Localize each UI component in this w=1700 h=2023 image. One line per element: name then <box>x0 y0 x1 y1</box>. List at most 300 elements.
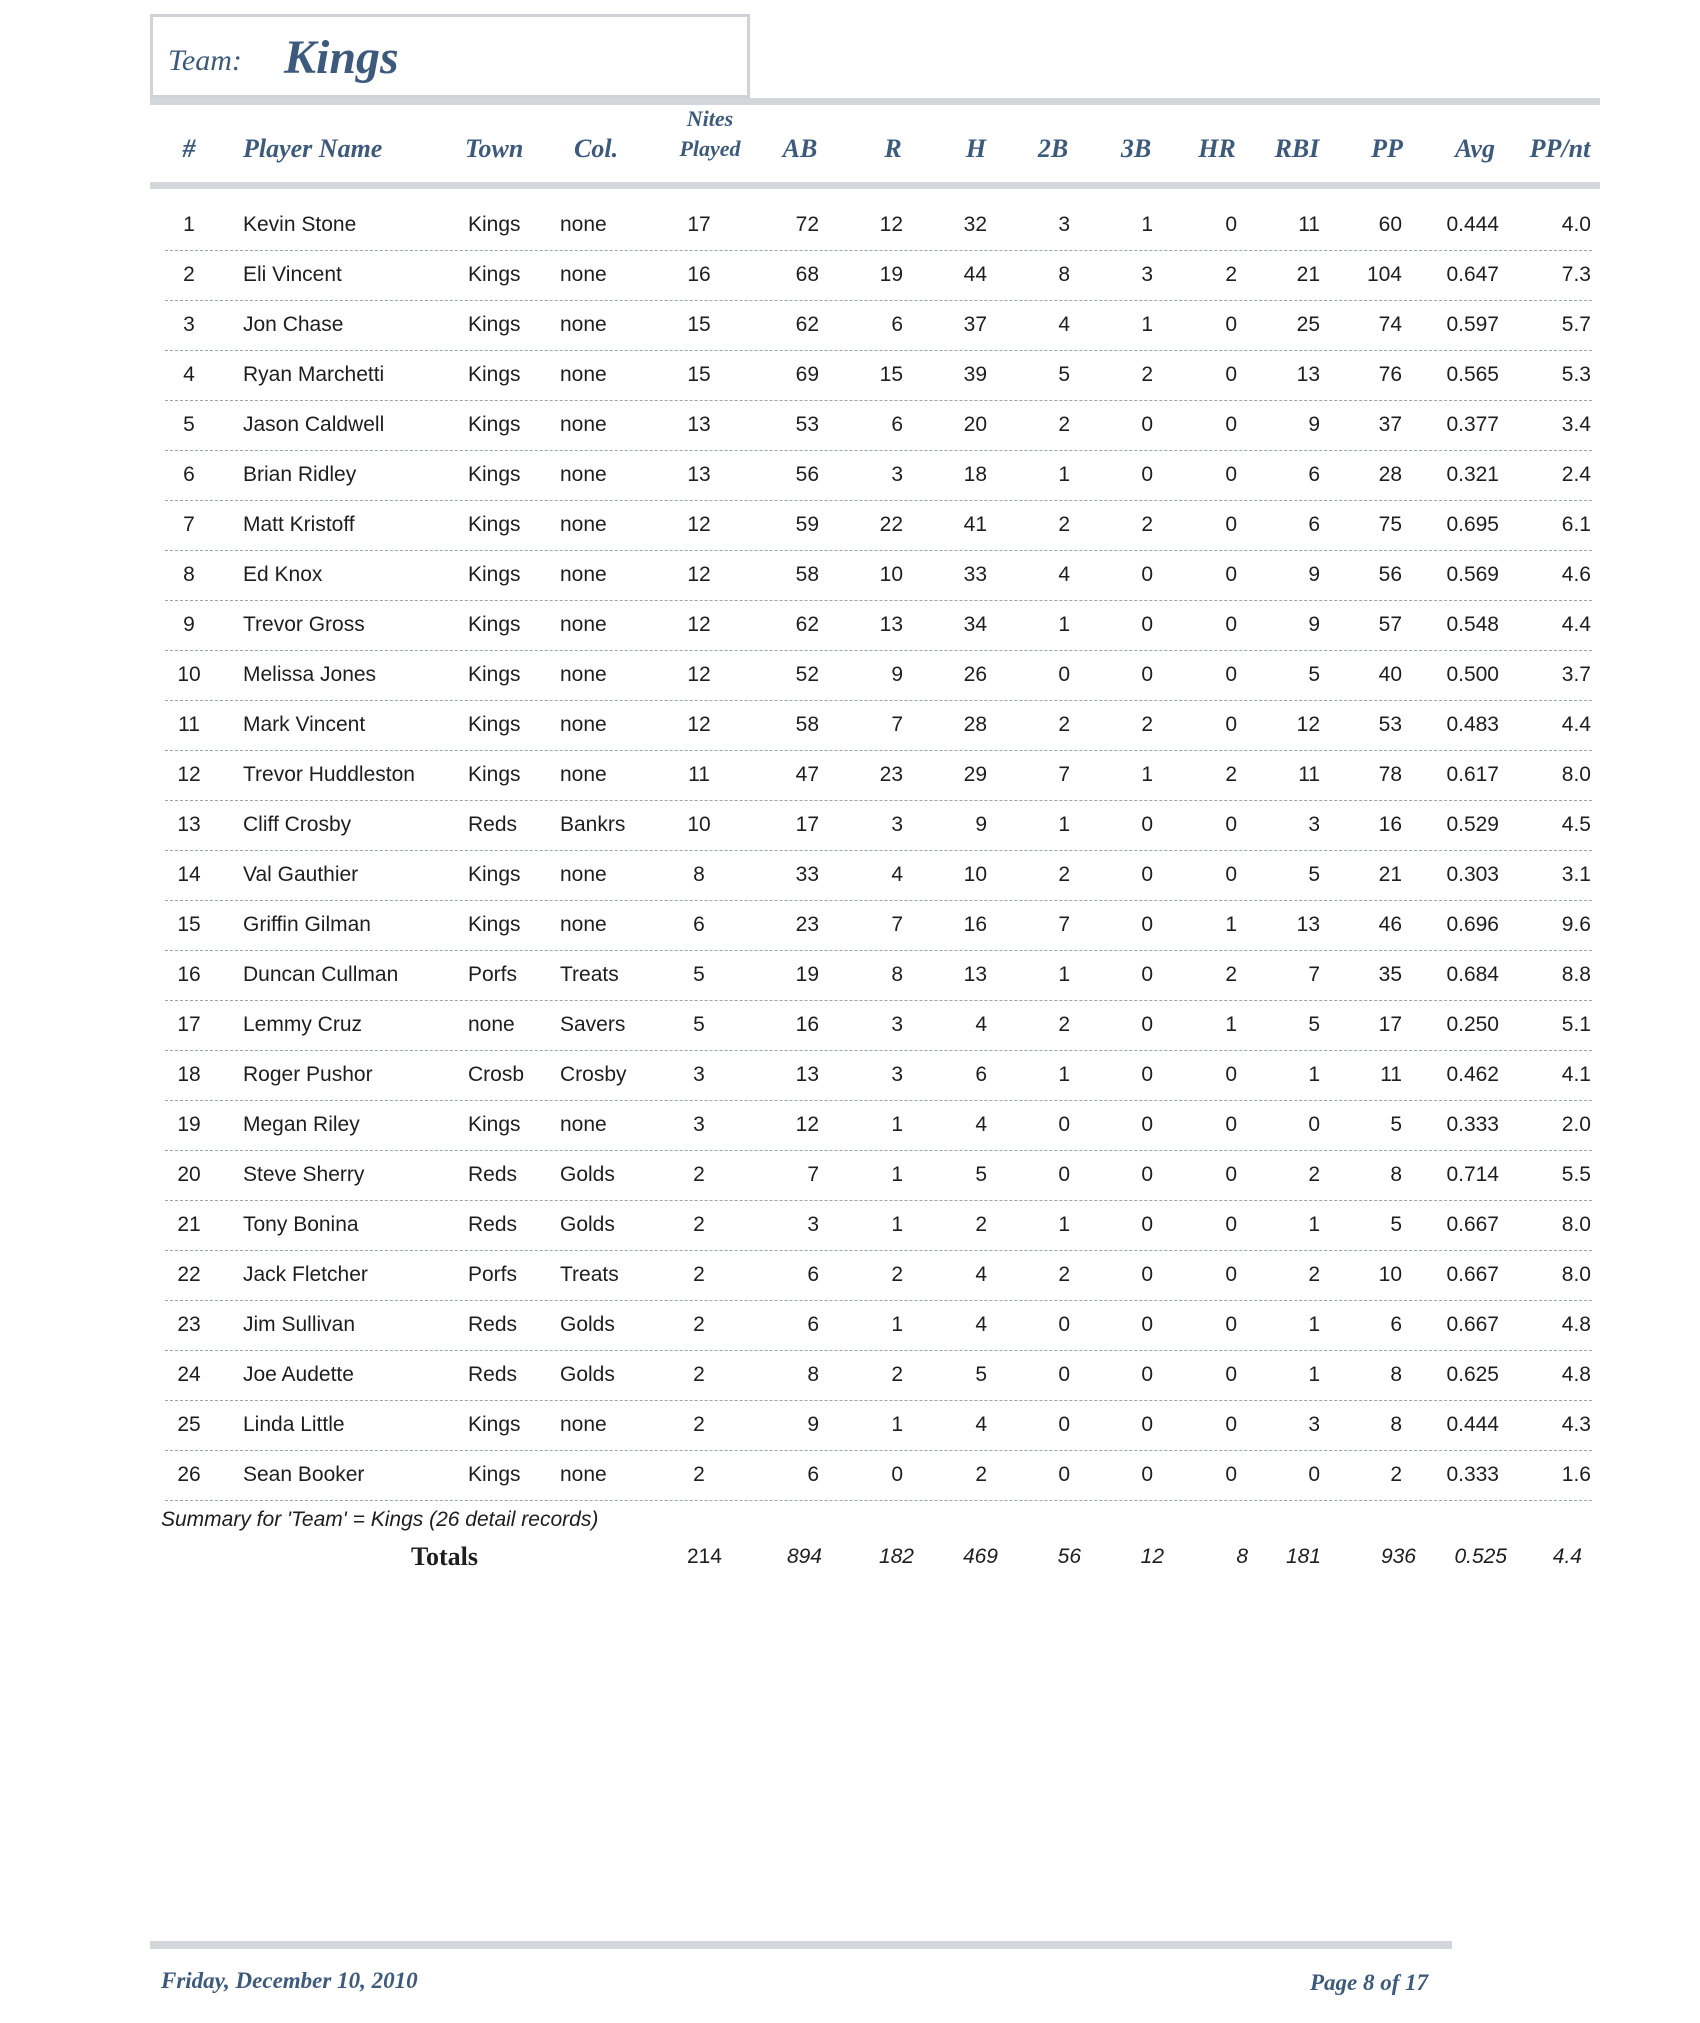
cell-player-name: Matt Kristoff <box>243 513 355 536</box>
table-row <box>0 1351 1700 1401</box>
cell-rbi: 11 <box>1298 213 1320 236</box>
cell-pp-per-nite: 1.6 <box>1561 1463 1591 1486</box>
cell-h: 5 <box>975 1363 987 1386</box>
cell-r: 0 <box>891 1463 903 1486</box>
cell-nites-played: 13 <box>687 463 711 486</box>
cell-hr: 0 <box>1225 1463 1237 1486</box>
table-row <box>0 551 1700 601</box>
total-r: 182 <box>878 1545 914 1568</box>
cell-col: none <box>560 363 607 386</box>
cell-town: Porfs <box>468 1263 518 1286</box>
cell-pp: 2 <box>1390 1463 1402 1486</box>
table-row <box>0 1201 1700 1251</box>
cell-ab: 8 <box>807 1363 819 1386</box>
cell-h: 16 <box>963 913 987 936</box>
cell-2b: 8 <box>1058 263 1070 286</box>
cell-col: Golds <box>560 1213 615 1236</box>
cell-2b: 5 <box>1058 363 1070 386</box>
total-rbi: 181 <box>1285 1545 1321 1568</box>
cell-nites-played: 12 <box>687 563 711 586</box>
cell-pp: 21 <box>1378 863 1402 886</box>
cell-pp-per-nite: 5.3 <box>1561 363 1591 386</box>
cell-h: 18 <box>963 463 987 486</box>
cell-nites-played: 2 <box>693 1263 705 1286</box>
col-head-player-name: Player Name <box>243 134 383 163</box>
cell-number: 20 <box>177 1163 201 1186</box>
cell-3b: 0 <box>1141 1213 1153 1236</box>
cell-pp: 10 <box>1378 1263 1402 1286</box>
cell-pp-per-nite: 4.4 <box>1561 713 1591 736</box>
col-head-h: H <box>965 134 987 163</box>
cell-pp: 6 <box>1390 1313 1402 1336</box>
cell-avg: 0.696 <box>1446 913 1499 936</box>
cell-col: Bankrs <box>560 813 626 836</box>
cell-nites-played: 17 <box>687 213 711 236</box>
cell-3b: 0 <box>1141 913 1153 936</box>
cell-h: 39 <box>963 363 987 386</box>
cell-nites-played: 12 <box>687 663 711 686</box>
cell-r: 10 <box>879 563 903 586</box>
cell-number: 22 <box>177 1263 201 1286</box>
cell-hr: 0 <box>1225 463 1237 486</box>
cell-player-name: Jack Fletcher <box>243 1263 368 1286</box>
cell-town: Kings <box>468 1413 521 1436</box>
cell-pp: 17 <box>1378 1013 1402 1036</box>
cell-player-name: Mark Vincent <box>243 713 366 736</box>
col-head-number: # <box>182 134 196 163</box>
cell-avg: 0.444 <box>1446 1413 1499 1436</box>
cell-3b: 0 <box>1141 1413 1153 1436</box>
cell-ab: 6 <box>807 1313 819 1336</box>
cell-2b: 4 <box>1058 313 1070 336</box>
total-avg: 0.525 <box>1454 1545 1507 1568</box>
cell-3b: 3 <box>1141 263 1153 286</box>
cell-pp: 37 <box>1378 413 1402 436</box>
cell-avg: 0.714 <box>1446 1163 1499 1186</box>
cell-h: 29 <box>963 763 987 786</box>
cell-hr: 0 <box>1225 363 1237 386</box>
cell-ab: 56 <box>795 463 819 486</box>
cell-rbi: 1 <box>1308 1313 1320 1336</box>
cell-pp: 57 <box>1378 613 1402 636</box>
cell-h: 28 <box>963 713 987 736</box>
cell-2b: 0 <box>1058 1163 1070 1186</box>
cell-nites-played: 12 <box>687 713 711 736</box>
table-row <box>0 501 1700 551</box>
table-row <box>0 1051 1700 1101</box>
cell-player-name: Eli Vincent <box>243 263 342 286</box>
cell-ab: 23 <box>795 913 819 936</box>
cell-pp-per-nite: 4.4 <box>1561 613 1591 636</box>
col-head-pp: PP <box>1371 134 1403 163</box>
cell-avg: 0.483 <box>1446 713 1499 736</box>
cell-2b: 7 <box>1058 913 1070 936</box>
cell-player-name: Lemmy Cruz <box>243 1013 363 1036</box>
cell-town: Kings <box>468 663 521 686</box>
cell-3b: 0 <box>1141 863 1153 886</box>
cell-col: Treats <box>560 963 619 986</box>
cell-hr: 0 <box>1225 1313 1237 1336</box>
cell-pp-per-nite: 3.1 <box>1561 863 1591 886</box>
cell-pp: 35 <box>1378 963 1402 986</box>
cell-pp: 28 <box>1378 463 1402 486</box>
cell-number: 21 <box>177 1213 201 1236</box>
cell-pp-per-nite: 2.4 <box>1561 463 1591 486</box>
cell-ab: 62 <box>795 313 819 336</box>
cell-h: 2 <box>975 1463 987 1486</box>
cell-2b: 2 <box>1058 413 1070 436</box>
cell-col: none <box>560 563 607 586</box>
table-row <box>0 251 1700 301</box>
cell-3b: 1 <box>1141 213 1153 236</box>
cell-r: 3 <box>891 1063 903 1086</box>
cell-nites-played: 11 <box>688 763 710 786</box>
cell-2b: 2 <box>1058 513 1070 536</box>
cell-town: Crosb <box>468 1063 525 1086</box>
cell-2b: 0 <box>1058 1313 1070 1336</box>
cell-nites-played: 15 <box>687 363 711 386</box>
cell-pp: 56 <box>1378 563 1402 586</box>
cell-pp-per-nite: 7.3 <box>1561 263 1591 286</box>
cell-avg: 0.667 <box>1446 1213 1499 1236</box>
cell-col: Savers <box>560 1013 626 1036</box>
cell-3b: 0 <box>1141 963 1153 986</box>
cell-town: Kings <box>468 613 521 636</box>
cell-h: 37 <box>963 313 987 336</box>
team-name: Kings <box>284 31 399 84</box>
cell-nites-played: 8 <box>693 863 705 886</box>
cell-number: 2 <box>183 263 195 286</box>
cell-r: 6 <box>891 413 903 436</box>
cell-number: 1 <box>183 213 195 236</box>
cell-col: none <box>560 213 607 236</box>
cell-number: 14 <box>177 863 201 886</box>
cell-pp: 8 <box>1390 1363 1402 1386</box>
cell-player-name: Val Gauthier <box>243 863 359 886</box>
cell-rbi: 25 <box>1296 313 1320 336</box>
cell-player-name: Steve Sherry <box>243 1163 365 1186</box>
col-head-pp-per-nite: PP/nt <box>1529 134 1591 163</box>
cell-3b: 0 <box>1141 813 1153 836</box>
cell-pp-per-nite: 4.3 <box>1561 1413 1591 1436</box>
cell-town: Kings <box>468 913 521 936</box>
cell-h: 6 <box>975 1063 987 1086</box>
col-head-col: Col. <box>574 134 619 163</box>
cell-town: Porfs <box>468 963 518 986</box>
cell-avg: 0.444 <box>1446 213 1499 236</box>
cell-player-name: Ryan Marchetti <box>243 363 385 386</box>
cell-ab: 58 <box>795 713 819 736</box>
cell-pp: 46 <box>1378 913 1402 936</box>
cell-pp-per-nite: 4.6 <box>1561 563 1591 586</box>
cell-rbi: 6 <box>1308 463 1320 486</box>
cell-pp: 11 <box>1380 1063 1402 1086</box>
cell-3b: 0 <box>1141 1013 1153 1036</box>
cell-3b: 0 <box>1141 613 1153 636</box>
cell-hr: 2 <box>1225 763 1237 786</box>
total-h: 469 <box>962 1545 998 1568</box>
cell-h: 34 <box>963 613 987 636</box>
cell-pp-per-nite: 4.1 <box>1561 1063 1591 1086</box>
table-row <box>0 1251 1700 1301</box>
cell-player-name: Jon Chase <box>243 313 344 336</box>
cell-town: Kings <box>468 263 521 286</box>
cell-avg: 0.462 <box>1446 1063 1499 1086</box>
cell-h: 4 <box>975 1313 987 1336</box>
cell-hr: 0 <box>1225 863 1237 886</box>
cell-number: 26 <box>177 1463 201 1486</box>
cell-town: Kings <box>468 213 521 236</box>
cell-rbi: 9 <box>1308 613 1320 636</box>
cell-pp: 5 <box>1390 1213 1402 1236</box>
cell-player-name: Duncan Cullman <box>243 963 399 986</box>
table-row <box>0 701 1700 751</box>
cell-3b: 0 <box>1141 413 1153 436</box>
cell-nites-played: 16 <box>687 263 711 286</box>
col-head-r: R <box>884 134 902 163</box>
cell-r: 7 <box>891 913 903 936</box>
cell-h: 4 <box>975 1263 987 1286</box>
cell-avg: 0.647 <box>1446 263 1499 286</box>
cell-pp: 60 <box>1378 213 1402 236</box>
cell-town: Reds <box>468 1313 518 1336</box>
cell-hr: 0 <box>1225 1113 1237 1136</box>
cell-rbi: 7 <box>1308 963 1320 986</box>
total-pp: 936 <box>1380 1545 1416 1568</box>
cell-h: 32 <box>963 213 987 236</box>
cell-player-name: Cliff Crosby <box>243 813 352 836</box>
cell-rbi: 0 <box>1308 1463 1320 1486</box>
cell-rbi: 21 <box>1296 263 1320 286</box>
cell-nites-played: 15 <box>687 313 711 336</box>
total-ab: 894 <box>786 1545 822 1568</box>
cell-town: Kings <box>468 1113 521 1136</box>
cell-3b: 0 <box>1141 1063 1153 1086</box>
cell-ab: 69 <box>795 363 819 386</box>
cell-col: Golds <box>560 1163 615 1186</box>
table-row <box>0 1001 1700 1051</box>
cell-player-name: Tony Bonina <box>243 1213 359 1236</box>
table-row <box>0 851 1700 901</box>
cell-2b: 0 <box>1058 1463 1070 1486</box>
table-row <box>0 1101 1700 1151</box>
cell-2b: 1 <box>1058 813 1070 836</box>
cell-2b: 3 <box>1058 213 1070 236</box>
cell-3b: 0 <box>1141 1113 1153 1136</box>
cell-2b: 2 <box>1058 863 1070 886</box>
cell-avg: 0.695 <box>1446 513 1499 536</box>
cell-number: 19 <box>177 1113 201 1136</box>
cell-r: 8 <box>891 963 903 986</box>
cell-player-name: Ed Knox <box>243 563 323 586</box>
cell-hr: 1 <box>1225 913 1237 936</box>
cell-number: 24 <box>177 1363 201 1386</box>
cell-col: none <box>560 413 607 436</box>
cell-rbi: 11 <box>1298 763 1320 786</box>
cell-player-name: Megan Riley <box>243 1113 360 1136</box>
cell-player-name: Jim Sullivan <box>243 1313 356 1336</box>
cell-pp: 76 <box>1378 363 1402 386</box>
cell-3b: 1 <box>1141 763 1153 786</box>
col-head-ab: AB <box>782 134 818 163</box>
table-row <box>0 1151 1700 1201</box>
cell-rbi: 13 <box>1296 913 1320 936</box>
cell-r: 19 <box>879 263 903 286</box>
cell-pp-per-nite: 4.5 <box>1561 813 1591 836</box>
cell-nites-played: 3 <box>693 1113 705 1136</box>
table-row <box>0 651 1700 701</box>
cell-town: Kings <box>468 463 521 486</box>
cell-number: 4 <box>183 363 195 386</box>
cell-avg: 0.684 <box>1446 963 1499 986</box>
header-rule-bottom <box>150 182 1600 189</box>
cell-ab: 6 <box>807 1463 819 1486</box>
cell-r: 1 <box>891 1113 903 1136</box>
col-head-2b: 2B <box>1037 134 1069 163</box>
cell-pp-per-nite: 8.0 <box>1561 1263 1591 1286</box>
cell-player-name: Roger Pushor <box>243 1063 373 1086</box>
cell-3b: 2 <box>1141 513 1153 536</box>
cell-player-name: Trevor Gross <box>243 613 365 636</box>
cell-2b: 1 <box>1058 1213 1070 1236</box>
cell-ab: 13 <box>795 1063 819 1086</box>
table-row <box>0 301 1700 351</box>
total-hr: 8 <box>1236 1545 1248 1568</box>
cell-hr: 0 <box>1225 1063 1237 1086</box>
cell-hr: 0 <box>1225 413 1237 436</box>
cell-2b: 0 <box>1058 663 1070 686</box>
cell-r: 6 <box>891 313 903 336</box>
cell-town: Kings <box>468 1463 521 1486</box>
cell-town: Kings <box>468 863 521 886</box>
cell-pp: 74 <box>1378 313 1402 336</box>
cell-pp-per-nite: 3.4 <box>1561 413 1591 436</box>
cell-avg: 0.250 <box>1446 1013 1499 1036</box>
cell-avg: 0.667 <box>1446 1313 1499 1336</box>
cell-h: 4 <box>975 1413 987 1436</box>
cell-avg: 0.529 <box>1446 813 1499 836</box>
cell-h: 9 <box>975 813 987 836</box>
cell-pp: 104 <box>1366 263 1402 286</box>
player-table <box>0 201 1700 1501</box>
cell-r: 7 <box>891 713 903 736</box>
cell-2b: 1 <box>1058 1063 1070 1086</box>
cell-ab: 19 <box>795 963 819 986</box>
cell-town: Reds <box>468 1163 518 1186</box>
cell-2b: 0 <box>1058 1363 1070 1386</box>
cell-col: none <box>560 613 607 636</box>
cell-avg: 0.377 <box>1446 413 1499 436</box>
cell-number: 17 <box>177 1013 201 1036</box>
cell-nites-played: 12 <box>687 613 711 636</box>
cell-hr: 0 <box>1225 213 1237 236</box>
cell-hr: 0 <box>1225 713 1237 736</box>
cell-pp-per-nite: 4.8 <box>1561 1363 1591 1386</box>
cell-nites-played: 13 <box>687 413 711 436</box>
cell-col: Golds <box>560 1363 615 1386</box>
table-row <box>0 401 1700 451</box>
cell-pp-per-nite: 5.5 <box>1561 1163 1591 1186</box>
cell-rbi: 9 <box>1308 563 1320 586</box>
cell-nites-played: 12 <box>687 513 711 536</box>
cell-nites-played: 6 <box>693 913 705 936</box>
cell-col: none <box>560 1413 607 1436</box>
cell-number: 25 <box>177 1413 201 1436</box>
cell-2b: 0 <box>1058 1113 1070 1136</box>
cell-3b: 0 <box>1141 563 1153 586</box>
cell-player-name: Sean Booker <box>243 1463 365 1486</box>
cell-avg: 0.617 <box>1446 763 1499 786</box>
cell-town: Kings <box>468 713 521 736</box>
cell-r: 13 <box>879 613 903 636</box>
cell-nites-played: 5 <box>693 1013 705 1036</box>
cell-r: 3 <box>891 463 903 486</box>
cell-ab: 68 <box>795 263 819 286</box>
cell-ab: 12 <box>795 1113 819 1136</box>
cell-col: none <box>560 913 607 936</box>
col-head-3b: 3B <box>1120 134 1152 163</box>
cell-3b: 2 <box>1141 363 1153 386</box>
cell-player-name: Griffin Gilman <box>243 913 371 936</box>
cell-2b: 1 <box>1058 963 1070 986</box>
cell-r: 1 <box>891 1413 903 1436</box>
row-divider <box>165 1500 1592 1501</box>
cell-h: 2 <box>975 1213 987 1236</box>
cell-avg: 0.667 <box>1446 1263 1499 1286</box>
cell-ab: 9 <box>807 1413 819 1436</box>
cell-2b: 2 <box>1058 1263 1070 1286</box>
totals-label: Totals <box>411 1542 478 1571</box>
cell-town: Kings <box>468 313 521 336</box>
cell-rbi: 2 <box>1308 1163 1320 1186</box>
cell-town: Kings <box>468 763 521 786</box>
cell-ab: 47 <box>795 763 819 786</box>
cell-ab: 3 <box>807 1213 819 1236</box>
cell-2b: 2 <box>1058 713 1070 736</box>
cell-pp: 8 <box>1390 1163 1402 1186</box>
cell-ab: 58 <box>795 563 819 586</box>
footer-rule <box>150 1941 1452 1949</box>
col-head-nites-played <box>679 104 740 164</box>
cell-town: Kings <box>468 413 521 436</box>
cell-number: 7 <box>183 513 195 536</box>
summary-text: Summary for 'Team' = Kings (26 detail records) <box>161 1508 599 1531</box>
table-row <box>0 351 1700 401</box>
cell-h: 4 <box>975 1113 987 1136</box>
cell-hr: 0 <box>1225 1413 1237 1436</box>
cell-r: 2 <box>891 1363 903 1386</box>
table-row <box>0 751 1700 801</box>
cell-number: 13 <box>177 813 201 836</box>
cell-avg: 0.565 <box>1446 363 1499 386</box>
cell-h: 4 <box>975 1013 987 1036</box>
cell-player-name: Kevin Stone <box>243 213 357 236</box>
cell-rbi: 12 <box>1296 713 1320 736</box>
cell-2b: 1 <box>1058 463 1070 486</box>
table-row <box>0 951 1700 1001</box>
cell-ab: 72 <box>795 213 819 236</box>
cell-rbi: 0 <box>1308 1113 1320 1136</box>
cell-number: 23 <box>177 1313 201 1336</box>
cell-r: 22 <box>879 513 903 536</box>
cell-nites-played: 2 <box>693 1163 705 1186</box>
cell-col: none <box>560 1113 607 1136</box>
cell-rbi: 1 <box>1308 1213 1320 1236</box>
cell-town: Reds <box>468 813 518 836</box>
cell-2b: 0 <box>1058 1413 1070 1436</box>
table-row <box>0 451 1700 501</box>
cell-number: 8 <box>183 563 195 586</box>
